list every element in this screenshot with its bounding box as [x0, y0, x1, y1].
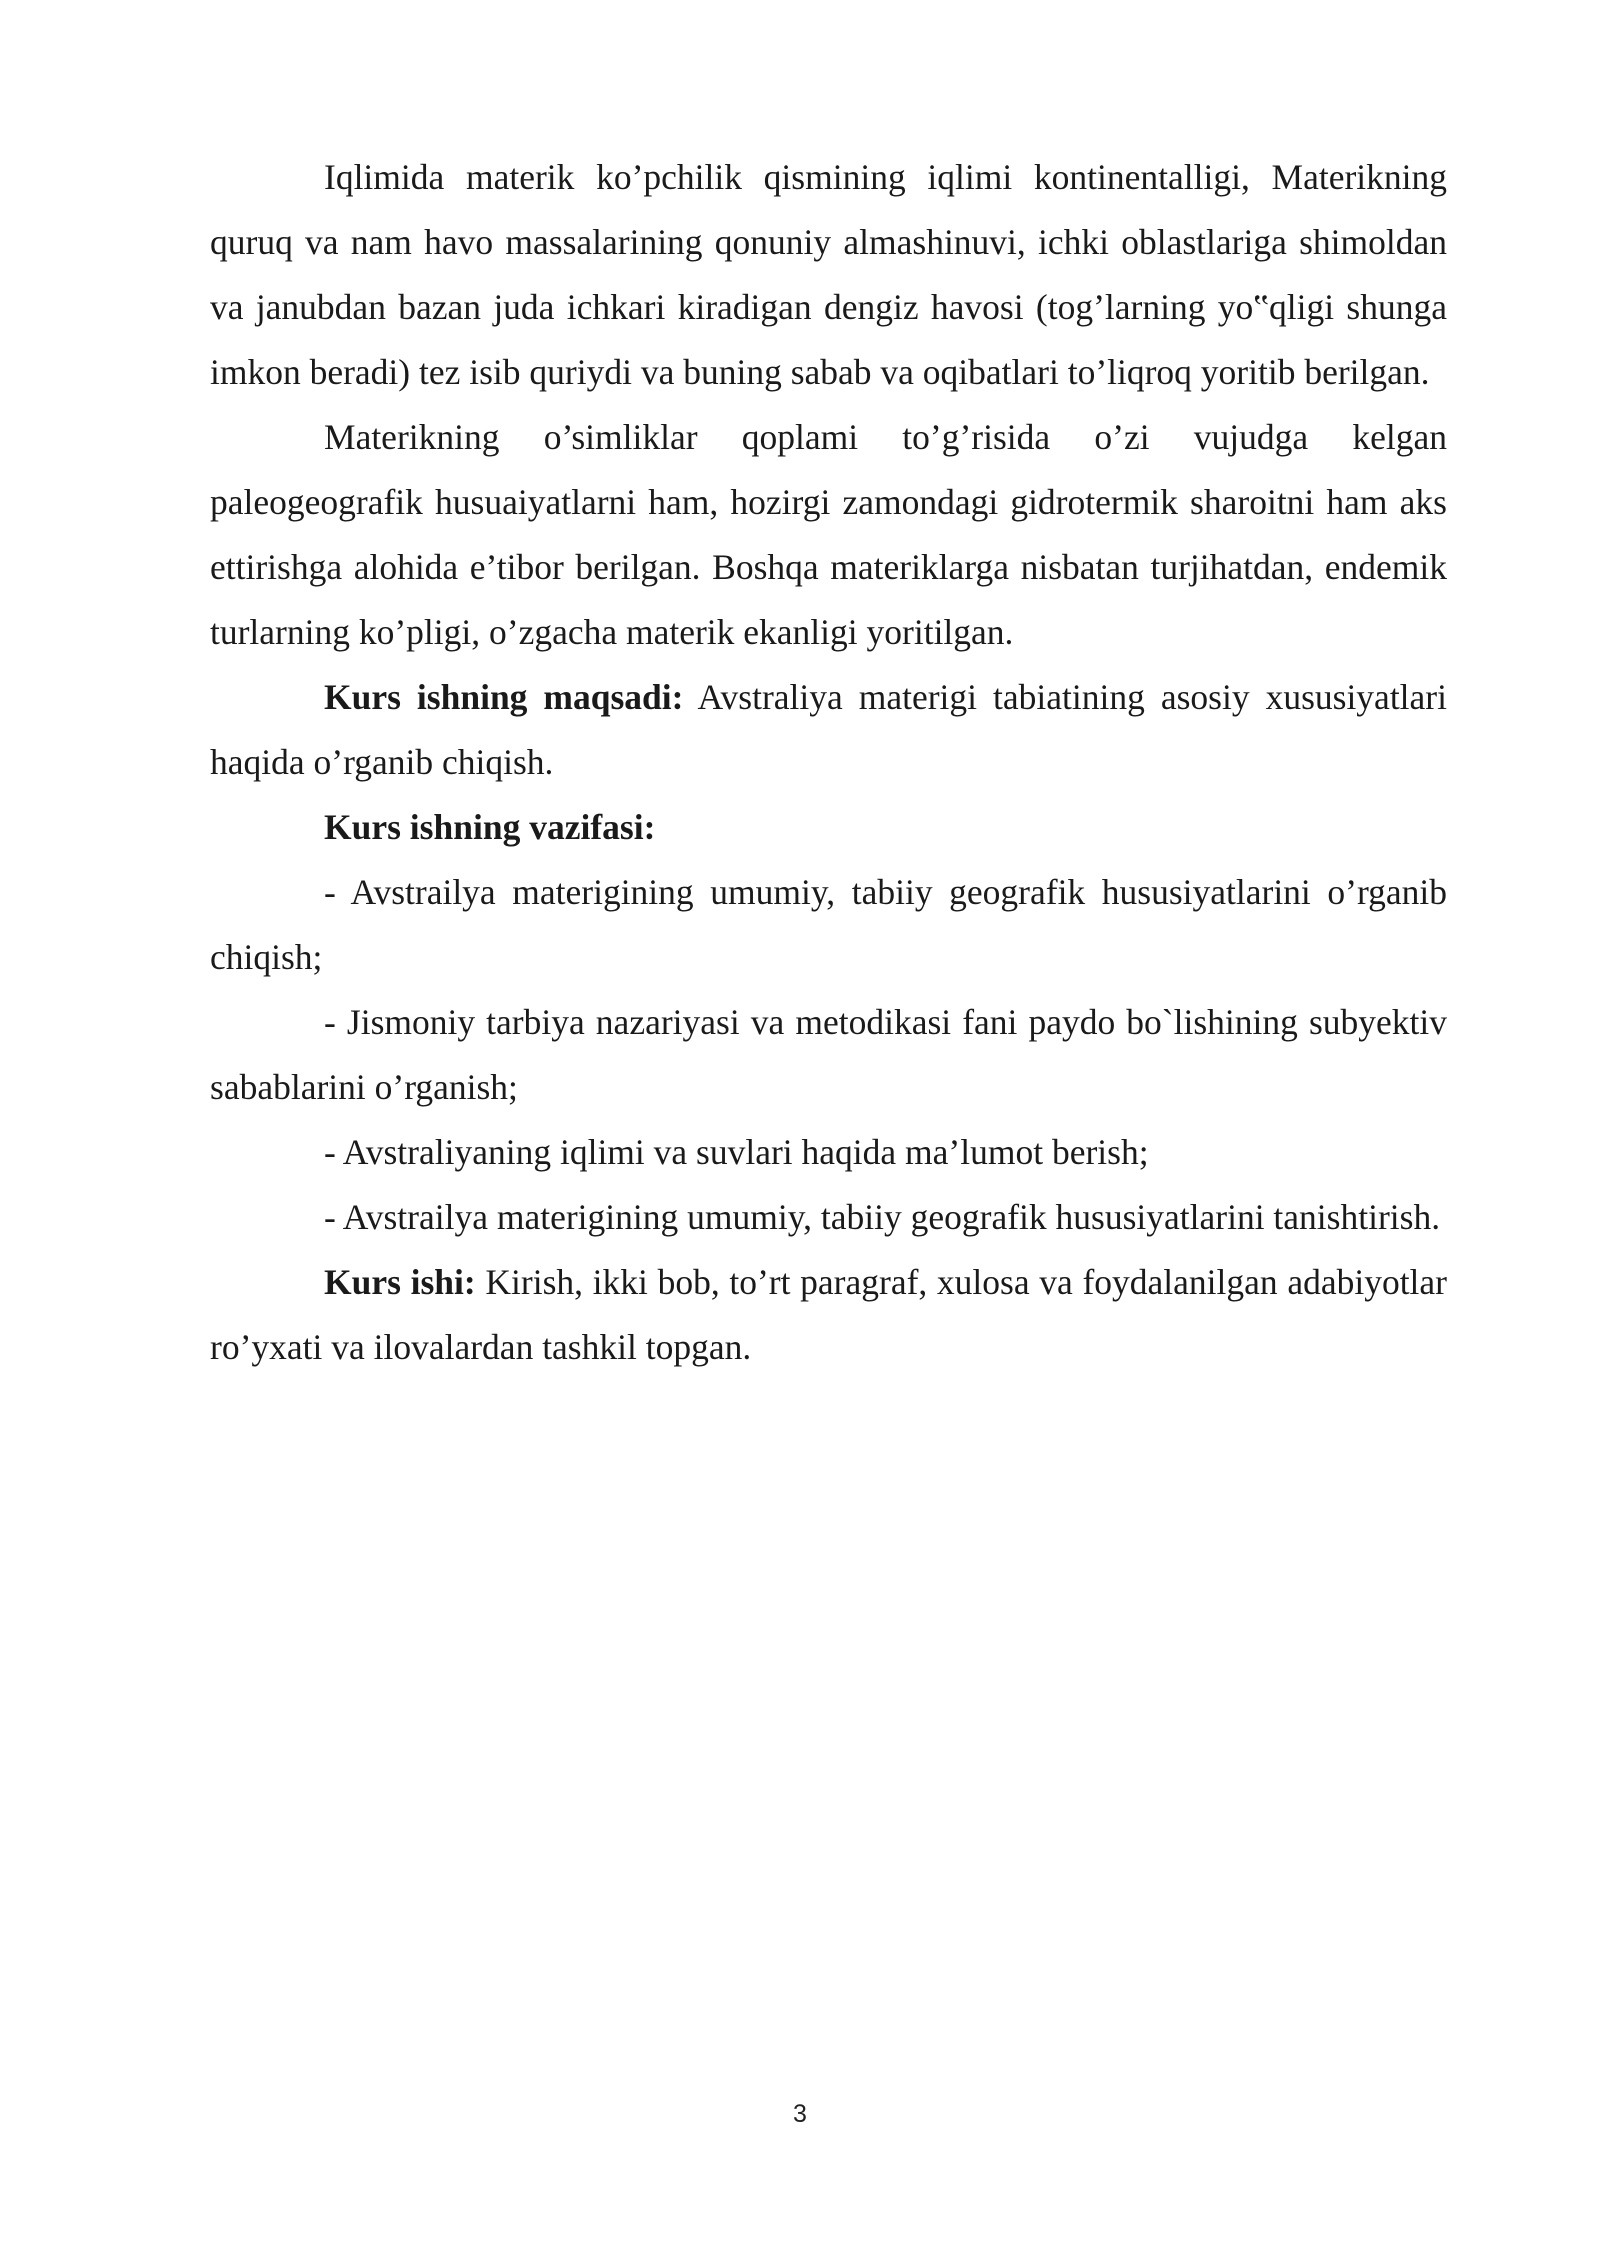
goal-text: Avstraliya materigi tabiatining asosiy xususiyatlari haqida o’rganib chiqish. [210, 677, 1447, 782]
structure-heading: Kurs ishi: [324, 1262, 476, 1302]
document-body [210, 145, 1447, 1380]
task-item [210, 1120, 1447, 1185]
task-item-text: - Jismoniy tarbiya nazariyasi va metodikasi fani paydo bo`lishining subyektiv sabablarini o’rganish; [210, 1002, 1447, 1107]
task-item-text: - Avstraliyaning iqlimi va suvlari haqida ma’lumot berish; [324, 1132, 1149, 1172]
paragraph-goal [210, 665, 1447, 795]
paragraph-tasks-heading [210, 795, 1447, 860]
task-item-text: - Avstrailya materigining umumiy, tabiiy geografik hususiyatlarini o’rganib chiqish; [210, 872, 1447, 977]
structure-text: Kirish, ikki bob, to’rt paragraf, xulosa va foydalanilgan adabiyotlar ro’yxati va ilovalardan tashkil topgan. [210, 1262, 1447, 1367]
task-item [210, 990, 1447, 1120]
task-item [210, 1185, 1447, 1250]
paragraph-text: Materikning o’simliklar qoplami to’g’risida o’zi vujudga kelgan paleogeografik husuaiyatlarni ham, hozirgi zamondagi gidrotermik sharoitni ham aks ettirishga alohida e’tibor berilgan. Boshqa materiklarga nisbatan turjihatdan, endemik turlarning ko’pligi, o’zgacha materik ekanligi yoritilgan. [210, 417, 1447, 652]
paragraph-structure [210, 1250, 1447, 1380]
task-item [210, 860, 1447, 990]
task-item-text: - Avstrailya materigining umumiy, tabiiy geografik hususiyatlarini tanishtirish. [324, 1197, 1441, 1237]
tasks-heading: Kurs ishning vazifasi: [324, 807, 656, 847]
paragraph-vegetation [210, 405, 1447, 665]
page-number: 3 [793, 2100, 807, 2128]
paragraph-text: Iqlimida materik ko’pchilik qismining iqlimi kontinentalligi, Materikning quruq va nam havo massalarining qonuniy almashinuvi, ichki oblastlariga shimoldan va janubdan bazan juda ichkari kiradigan dengiz havosi (tog’larning yo‟qligi shunga imkon beradi) tez isib quriydi va buning sabab va oqibatlari to’liqroq yoritib berilgan. [210, 157, 1447, 392]
goal-heading: Kurs ishning maqsadi: [324, 677, 684, 717]
paragraph-climate [210, 145, 1447, 405]
